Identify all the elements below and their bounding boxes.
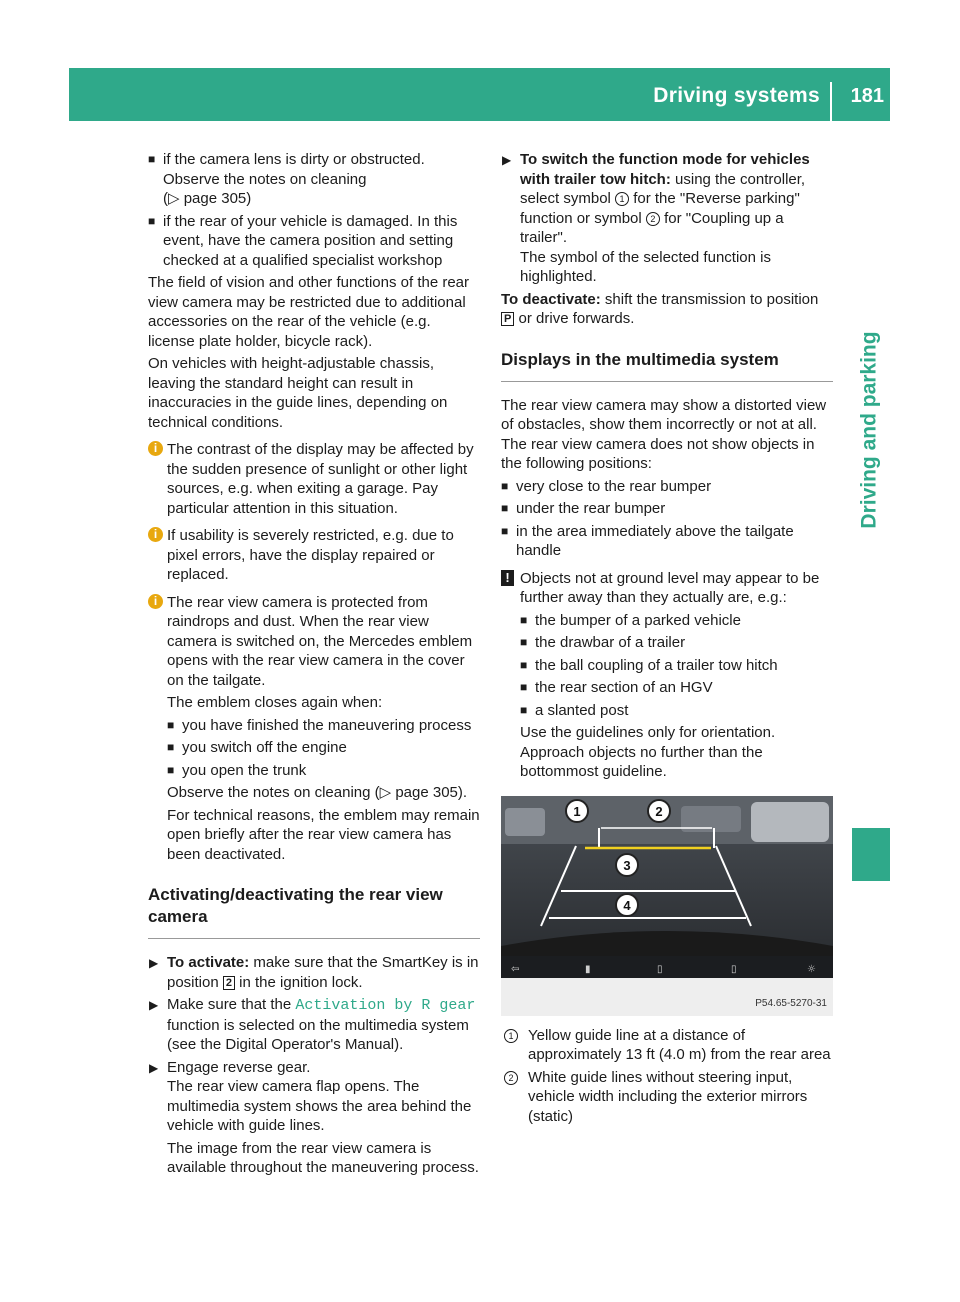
page-number: 181 [850, 85, 884, 107]
marker-4: 4 [623, 897, 631, 913]
back-icon: ⇦ [511, 963, 520, 975]
paragraph: For technical reasons, the emblem may remain open briefly after the rear view camera has been deactivated. [167, 806, 480, 863]
list-item: ■ if the camera lens is dirty or obstructed. Observe the notes on cleaning (▷ page 305) [148, 151, 425, 207]
trailer-icon: ▯ [657, 963, 663, 975]
rear-camera-figure [501, 796, 833, 1016]
paragraph: Observe the notes on cleaning (▷ page 305). [167, 784, 468, 801]
warning-note: ! Objects not at ground level may appear to be further away than they actually are, e.g.: [501, 569, 833, 608]
paragraph: On vehicles with height-adjustable chassis, leaving the standard height can result in inaccuracies in the guide lines, depending on technical conditions. [148, 355, 448, 431]
key-position-symbol: 2 [223, 976, 235, 990]
right-column [501, 150, 833, 1129]
gear-position-symbol: P [501, 312, 514, 326]
info-note: i If usability is severely restricted, e.g. due to pixel errors, have the display repaired or replaced. [148, 526, 480, 585]
bullet-icon: ■ [148, 152, 156, 166]
coupling-icon: ▯ [731, 963, 737, 975]
info-note: i The contrast of the display may be affected by the sudden presence of sunlight or other light sources, e.g. when exiting a garage. Pay particular attention in this situation. [148, 440, 480, 518]
bullet-icon: ■ [520, 680, 528, 694]
info-icon: i [148, 594, 163, 609]
step-arrow-icon: ▶ [149, 956, 159, 970]
paragraph: The rear view camera may show a distorted view of obstacles, show them incorrectly or not at all. The rear view camera does not show objects in the following positions: [501, 396, 827, 472]
step-arrow-icon: ▶ [502, 153, 512, 167]
paragraph: The emblem closes again when: [167, 694, 383, 711]
figure-caption: P54.65-5270-31 [755, 998, 827, 1009]
bullet-icon: ■ [520, 635, 528, 649]
bullet-icon: ■ [167, 740, 175, 754]
page-header [69, 68, 890, 121]
instruction-step: ▶ Engage reverse gear. The rear view camera flap opens. The multimedia system shows the area behind the vehicle with guide lines. The image from the rear view camera is available throughout the maneuvering process. [149, 1058, 479, 1176]
chapter-marker [852, 828, 890, 881]
list-item: ■ in the area immediately above the tailgate handle [501, 522, 794, 559]
list-item: ■ a slanted post [520, 701, 629, 719]
step-arrow-icon: ▶ [149, 998, 159, 1012]
list-item: ■ if the rear of your vehicle is damaged. In this event, have the camera position and setting checked at a qualified specialist workshop [148, 212, 458, 269]
bullet-icon: ■ [501, 478, 509, 493]
instruction-step: ▶ Make sure that the Activation by R gear function is selected on the multimedia system (see the Digital Operator's Manual). [149, 996, 476, 1053]
section-heading: Activating/deactivating the rear view camera [148, 884, 480, 939]
bullet-icon: ■ [520, 702, 528, 717]
camera-display-illustration [501, 796, 833, 1016]
bullet-icon: ■ [167, 762, 175, 777]
chapter-label: Driving and parking [857, 331, 881, 529]
bullet-icon: ■ [501, 523, 509, 538]
marker-1: 1 [573, 803, 581, 819]
info-icon: i [148, 527, 163, 542]
legend-number: 1 [504, 1029, 518, 1043]
legend-item: 2 White guide lines without steering input, vehicle width including the exterior mirrors (static) [501, 1068, 833, 1127]
side-tab [852, 121, 890, 330]
list-item: ■ you open the trunk [167, 761, 307, 779]
section-heading: Displays in the multimedia system [501, 349, 833, 382]
bullet-icon: ■ [501, 501, 509, 515]
list-item: ■ the ball coupling of a trailer tow hitch [520, 656, 778, 674]
bullet-icon: ■ [167, 717, 175, 732]
list-item: ■ the rear section of an HGV [520, 679, 713, 696]
page-reference: (▷ page 305) [163, 190, 252, 207]
paragraph: The field of vision and other functions of the rear view camera may be restricted due to additional accessories on the rear of the vehicle (e.g. license plate holder, bicycle rack). [148, 274, 470, 350]
warning-icon: ! [501, 570, 514, 586]
paragraph: To deactivate: shift the transmission to position P or drive forwards. [501, 290, 819, 327]
list-item: ■ very close to the rear bumper [501, 477, 712, 495]
legend-number: 2 [504, 1071, 518, 1085]
symbol-2-icon: 2 [646, 212, 660, 226]
instruction-step: ▶ To activate: make sure that the SmartKey is in position 2 in the ignition lock. [149, 954, 479, 991]
reverse-parking-icon: ▮ [585, 963, 591, 975]
symbol-1-icon: 1 [615, 192, 629, 206]
list-item: ■ the drawbar of a trailer [520, 634, 686, 651]
info-icon: i [148, 441, 163, 456]
menu-function-name: Activation by R gear [295, 997, 476, 1014]
paragraph: Use the guidelines only for orientation. Approach objects no further than the bottommost guideline. [520, 724, 776, 780]
legend-item: 1 Yellow guide line at a distance of approximately 13 ft (4.0 m) from the rear area [501, 1026, 833, 1065]
section-title: Driving systems [653, 84, 820, 107]
bullet-icon: ■ [520, 612, 528, 627]
list-item: ■ you have finished the maneuvering process [167, 716, 472, 734]
brightness-icon: ☼ [807, 963, 816, 975]
instruction-step: ▶ To switch the function mode for vehicles with trailer tow hitch: using the controller, select symbol 1 for the "Reverse parking" function or symbol 2 for "Coupling up a trailer". The symbol of the selected function is highlighted. [502, 151, 810, 285]
left-column [148, 150, 480, 1181]
bullet-icon: ■ [520, 657, 528, 672]
list-item: ■ the bumper of a parked vehicle [520, 611, 741, 629]
step-arrow-icon: ▶ [149, 1060, 159, 1075]
bullet-icon: ■ [148, 213, 156, 228]
marker-3: 3 [623, 857, 631, 873]
info-note: i The rear view camera is protected from raindrops and dust. When the rear view camera is switched on, the Mercedes emblem opens with the rear view camera in the cover on the tailgate. [148, 593, 480, 691]
list-item: ■ under the rear bumper [501, 500, 666, 517]
marker-2: 2 [655, 803, 663, 819]
list-item: ■ you switch off the engine [167, 739, 347, 756]
header-divider [830, 82, 832, 121]
